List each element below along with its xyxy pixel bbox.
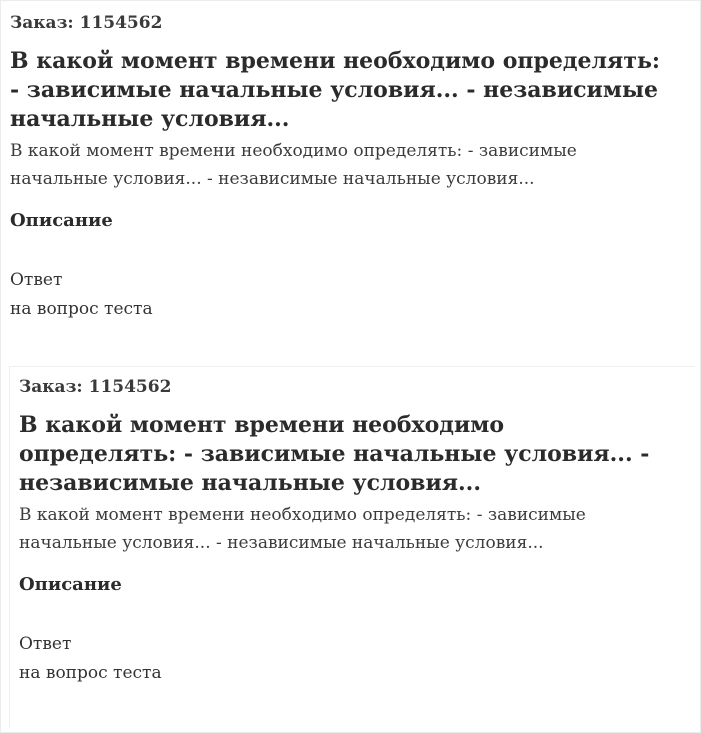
order-number: Заказ: 1154562: [10, 13, 163, 33]
answer-text: на вопрос теста: [19, 663, 162, 683]
question-title[interactable]: В какой момент времени необходимо определять: - зависимые начальные условия... - независимые начальные условия...: [19, 412, 650, 496]
order-number: Заказ: 1154562: [19, 377, 172, 397]
answer-label: Ответ: [10, 270, 63, 290]
question-description: В какой момент времени необходимо определять: - зависимые начальные условия... - независимые начальные условия...: [19, 505, 586, 553]
question-title[interactable]: В какой момент времени необходимо определять: - зависимые начальные условия... - независимые начальные условия...: [10, 48, 660, 132]
order-card-nested: [9, 366, 695, 728]
question-description: В какой момент времени необходимо определять: - зависимые начальные условия... - независимые начальные условия...: [10, 141, 577, 189]
description-heading: Описание: [19, 574, 122, 595]
answer-text: на вопрос теста: [10, 299, 153, 319]
description-heading: Описание: [10, 210, 113, 231]
answer-label: Ответ: [19, 634, 72, 654]
